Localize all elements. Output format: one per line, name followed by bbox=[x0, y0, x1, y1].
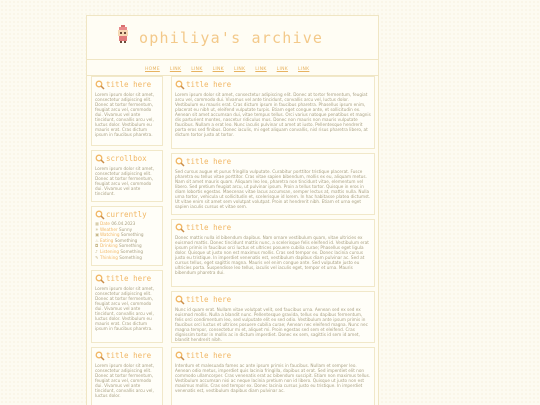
nav-link[interactable]: LINK bbox=[191, 67, 203, 72]
nav-link[interactable]: LINK bbox=[255, 67, 267, 72]
row-label: Thinking bbox=[100, 254, 118, 260]
sidebar-box bbox=[91, 347, 163, 405]
box-text: Lorem ipsum dolor sit amet, consectetur adipiscing elit. Donec at tortor fermentum, feugiat arcu vel, commodo dui. Vivamus vel ante tincidunt, convallis arcu vel, luctus dolor. Vestibulum eu mauris erat. Cras dictum ipsum in faucibus pharetra. bbox=[95, 286, 155, 331]
box-title: title here bbox=[106, 351, 152, 360]
box-text: Lorem ipsum dolor sit amet, consectetur adipiscing elit. Donec at tortor fermentum, feugiat arcu vel, commodo dui. Vivamus vel ante tincidunt, convallis arcu vel, luctus dolor. Vestibulum eu mauris erat. Cras dictum ipsum in faucibus pharetra. Phasellus ipsum enim, placerat eu nibh ut, eleifend vulputate turpis. Etiam eget congue ante, et sollicitudin ex. Aenean sit amet accumsan dui, vitae tempus tellus. Orci varius natoque penatibus et magnis dis parturient montes, nascetur ridiculus mus. Donec non mauris non mauris vulputate faucibus. Nullam a erat leo. Nunc iaculis pulvinar ut amet at iusto. Pellentesque hendrerit porta eros sed finibus. Donec iaculis, mi eget aliquam convallis, nisl risus pharetra libero, at dictum tortor justo at tortor. bbox=[175, 92, 371, 137]
content-box bbox=[171, 347, 375, 405]
calendar-icon: ▦ bbox=[95, 221, 99, 226]
magnifier-icon bbox=[175, 295, 185, 305]
box-text: Lorem ipsum dolor sit amet, consectetur adipiscing elit. Donec at tortor fermentum, feugiat arcu vel, commodo dui. Vivamus vel ante tincidunt, convallis arcu vel, luctus dolor. bbox=[95, 363, 155, 398]
nav-link-home[interactable]: HOME bbox=[145, 67, 160, 72]
tv-icon: ▣ bbox=[95, 232, 99, 238]
currently-row bbox=[95, 255, 159, 261]
magnifier-icon bbox=[95, 80, 105, 90]
box-text: Nunc id quam erat. Nullam vitae volutpat velit, sed faucibus urna. Aenean sed ex sed ex euismod mollis. Nulla a blandit nunc. Pellentesque gravida, tellus eu dapibus fermentum, felis orci condimentum leo, sed vulputate elit ex sed odio. Vestibulum ante ipsum primis in faucibus orci luctus et ultrices posuere cubilia curae; Aenean nec eleifend magna. Nunc nec magna tempor, consectetur mi et, aliquet mi. Proin egestas sed sem et eleifend. Cras dignissim tortor in mollis ac in dictum imperdiet. Donec ex sem, sagittis id sem id amet, blandit hendrerit nibh. bbox=[175, 307, 368, 342]
box-title: title here bbox=[186, 80, 232, 89]
box-text: Interdum et malesuada fames ac ante ipsum primis in faucibus. Nullam et semper leo. Aenean odio metus, imperdiet quis lacinia fringilla, dapibus at erat. Sed imperdiet elit non commodo ullamcorper. Cras venenatis erat ac bibendum suscipit. Etiam non maximus tellus. Vestibulum accumsan nisi ac neque lacinia pretium non id libero. Quisque ut justo non est maximus mollis. Cras sed tempor ex. Donec lacinia cursus justo eu tristique. In imperdiet venenatis est, vestibulum dapibus diam pulvinar ac. bbox=[175, 363, 371, 393]
row-value: Something bbox=[120, 248, 144, 254]
row-value: Sunny bbox=[118, 226, 133, 232]
box-title: title here bbox=[106, 274, 152, 283]
row-label: Watching bbox=[100, 232, 120, 238]
box-title: title here bbox=[186, 295, 232, 304]
magnifier-icon bbox=[95, 274, 105, 284]
row-value: Something bbox=[119, 254, 142, 260]
nav-bar bbox=[87, 60, 378, 76]
currently-box bbox=[91, 206, 163, 266]
cup-icon: ◘ bbox=[95, 243, 99, 249]
content-box bbox=[171, 219, 375, 287]
row-label: Listening bbox=[100, 248, 120, 254]
content-box bbox=[171, 291, 375, 343]
site-title: ophiliya's archive bbox=[139, 29, 324, 47]
row-label: Date bbox=[100, 221, 111, 226]
pixel-mascot-icon bbox=[116, 25, 130, 43]
box-title: title here bbox=[186, 223, 232, 232]
magnifier-icon bbox=[95, 210, 105, 220]
left-sidebar bbox=[91, 76, 163, 405]
box-text: Lorem ipsum dolor sit amet, consectetur adipiscing elit. Donec at tortor fermentum, feugiat arcu vel, commodo dui. Vivamus vel ante tincidunt. bbox=[95, 166, 155, 196]
box-title: scrollbox bbox=[106, 154, 147, 163]
box-text: Sed cursus augue et purus fringilla vulputate. Curabitur porttitor tristique placerat. Fusce pharetra eu tellus vitae porttitor. Cras vitae sapien bibendum, mollis ex eu, aliquam metus. Nam sit amet mauris quam. Aliquam leo leo, pharetra non tincidunt vitae, elementum vel libero. Sed pretium feugiat arcu, ut pulvinar ipsum. Proin a tellus tortor. Quisque in eros in diam lobortis egestas. Maecenas vitae lacus accumsan, semper lectus at, mattis nulla. Nulla urna tortor, vehicula ut sollicitudin et, scelerisque id lorem. In hac habitasse platea dictumst. Ut vitae enim sit amet sem volutpat volutpat. Proin at hendrerit nibh. Etiam et urna eget sapien iaculis cursus et vitae sem. bbox=[175, 169, 371, 209]
thought-icon: ✎ bbox=[95, 254, 99, 260]
magnifier-icon bbox=[175, 80, 185, 90]
scrollbox[interactable] bbox=[91, 150, 163, 202]
music-icon: ♪ bbox=[95, 248, 98, 254]
magnifier-icon bbox=[175, 223, 185, 233]
nav-link[interactable]: LINK bbox=[169, 67, 182, 72]
box-title: currently bbox=[106, 210, 147, 219]
row-value: Something bbox=[119, 243, 142, 249]
magnifier-icon bbox=[175, 351, 185, 361]
fork-icon: ♨ bbox=[95, 237, 99, 243]
content-box bbox=[171, 76, 375, 149]
sidebar-box bbox=[91, 76, 163, 146]
box-text: Lorem ipsum dolor sit amet, consectetur adipiscing elit. Donec at tortor fermentum, feugiat arcu vel, commodo dui. Vivamus vel ante tincidunt, convallis arcu vel, luctus dolor. Vestibulum eu mauris erat. Cras dictum ipsum in faucibus pharetra. bbox=[95, 92, 155, 137]
nav-link[interactable]: LINK bbox=[212, 67, 224, 72]
box-title: title here bbox=[106, 80, 152, 89]
nav-link[interactable]: LINK bbox=[276, 67, 289, 72]
sidebar-box bbox=[91, 270, 163, 343]
content-box bbox=[171, 153, 375, 215]
magnifier-icon bbox=[95, 154, 105, 164]
row-value: 06.04.2023 bbox=[111, 221, 136, 226]
row-label: Eating bbox=[100, 237, 114, 243]
row-label: Weather bbox=[100, 226, 118, 232]
row-label: Drinking bbox=[100, 243, 118, 249]
main-content bbox=[171, 76, 375, 405]
row-value: Something bbox=[114, 237, 138, 243]
row-value: Something bbox=[120, 232, 144, 238]
magnifier-icon bbox=[95, 351, 105, 361]
box-text: Donec mattis nulla id bibendum dapibus. Nam ornare vestibulum quam, vitae ultricies ex euismod mattis. Donec tincidunt mattis nunc, a scelerisque felis eleifend id. Vestibulum erat ipsum primis in faucibus orci luctus et ultrices posuere cubilia curae; Phasellus eget ligula dolor. Quisque ut justo non est maximus mollis. Cras sed tempor ex. Donec lacinia cursus justo eu tristique. In imperdiet venenatis est, vestibulum dapibus diam pulvinar ac. Sed at cursus tellus, eget sagittis magna. Mauris vel enim congue ante. Sed vulputate justo eu ultricies porta. Suspendisse leo tellus, iaculis vel iaculis eget, tempor et urna. Mauris bibendum pharetra dui. bbox=[175, 235, 369, 275]
page-container bbox=[86, 15, 379, 405]
box-title: title here bbox=[186, 157, 232, 166]
nav-link[interactable]: LINK bbox=[298, 67, 310, 72]
nav-link[interactable]: LINK bbox=[233, 67, 246, 72]
sun-icon: ☀ bbox=[95, 226, 99, 232]
box-title: title here bbox=[186, 351, 232, 360]
header bbox=[87, 16, 378, 60]
magnifier-icon bbox=[175, 157, 185, 167]
